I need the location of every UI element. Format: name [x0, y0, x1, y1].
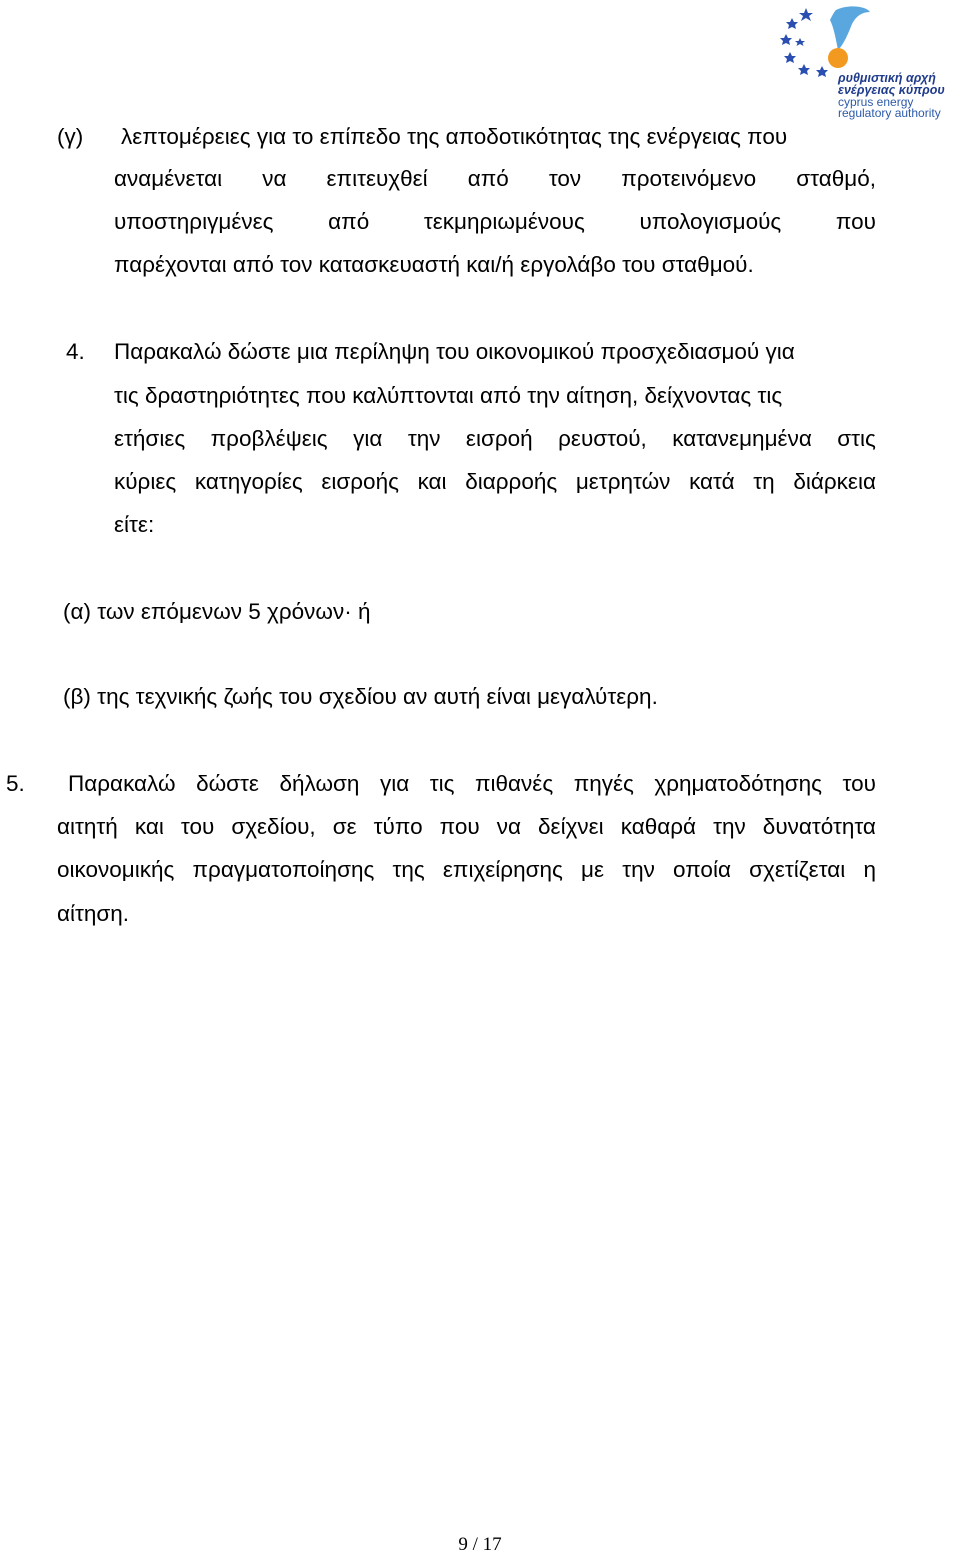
logo-line-1: ρυθμιστική αρχή	[838, 71, 936, 85]
item-g-line-2: αναμένεται να επιτευχθεί από τον προτεινόμενο σταθμό,	[114, 166, 876, 191]
item-5-line-1: Παρακαλώ δώστε δήλωση για τις πιθανές πηγές χρηματοδότησης του	[68, 771, 876, 796]
item-5-line-3: οικονομικής πραγματοποίησης της επιχείρησης με την οποία σχετίζεται η	[57, 857, 876, 882]
item-g-line-4: παρέχονται από τον κατασκευαστή και/ή εργολάβο του σταθμού.	[114, 252, 754, 277]
dove-icon	[830, 6, 870, 50]
sun-icon	[828, 48, 848, 68]
item-g-line-3: υποστηριγμένες από τεκμηριωμένους υπολογισμούς που	[114, 209, 876, 234]
item-5-line-4: αίτηση.	[57, 901, 130, 926]
item-4b: (β) της τεχνικής ζωής του σχεδίου αν αυτή είναι μεγαλύτερη.	[63, 684, 658, 709]
item-4-number: 4.	[66, 339, 85, 364]
logo-line-2: ενέργειας κύπρου	[838, 83, 945, 97]
logo-line-3: cyprus energy	[838, 95, 914, 109]
star-cluster-icon	[780, 8, 828, 77]
logo-line-4: regulatory authority	[838, 106, 941, 120]
item-g-label: (γ)	[57, 124, 84, 149]
item-5-line-2: αιτητή και του σχεδίου, σε τύπο που να δείχνει καθαρά την δυνατότητα	[57, 814, 876, 839]
item-4-line-3: ετήσιες προβλέψεις για την εισροή ρευστού, κατανεμημένα στις	[114, 426, 876, 451]
item-g-line-1: λεπτομέρειες για το επίπεδο της αποδοτικότητας της ενέργειας που	[121, 124, 788, 149]
item-4-line-5: είτε:	[114, 512, 155, 537]
item-4-line-2: τις δραστηριότητες που καλύπτονται από την αίτηση, δείχνοντας τις	[114, 383, 783, 408]
cera-logo	[778, 2, 958, 120]
item-4-line-1: Παρακαλώ δώστε μια περίληψη του οικονομικού προσχεδιασμού για	[114, 339, 795, 364]
item-4a: (α) των επόμενων 5 χρόνων· ή	[63, 599, 371, 624]
page-number: 9 / 17	[458, 1534, 502, 1555]
item-5-number: 5.	[6, 771, 25, 796]
item-4-line-4: κύριες κατηγορίες εισροής και διαρροής μετρητών κατά τη διάρκεια	[114, 469, 876, 494]
